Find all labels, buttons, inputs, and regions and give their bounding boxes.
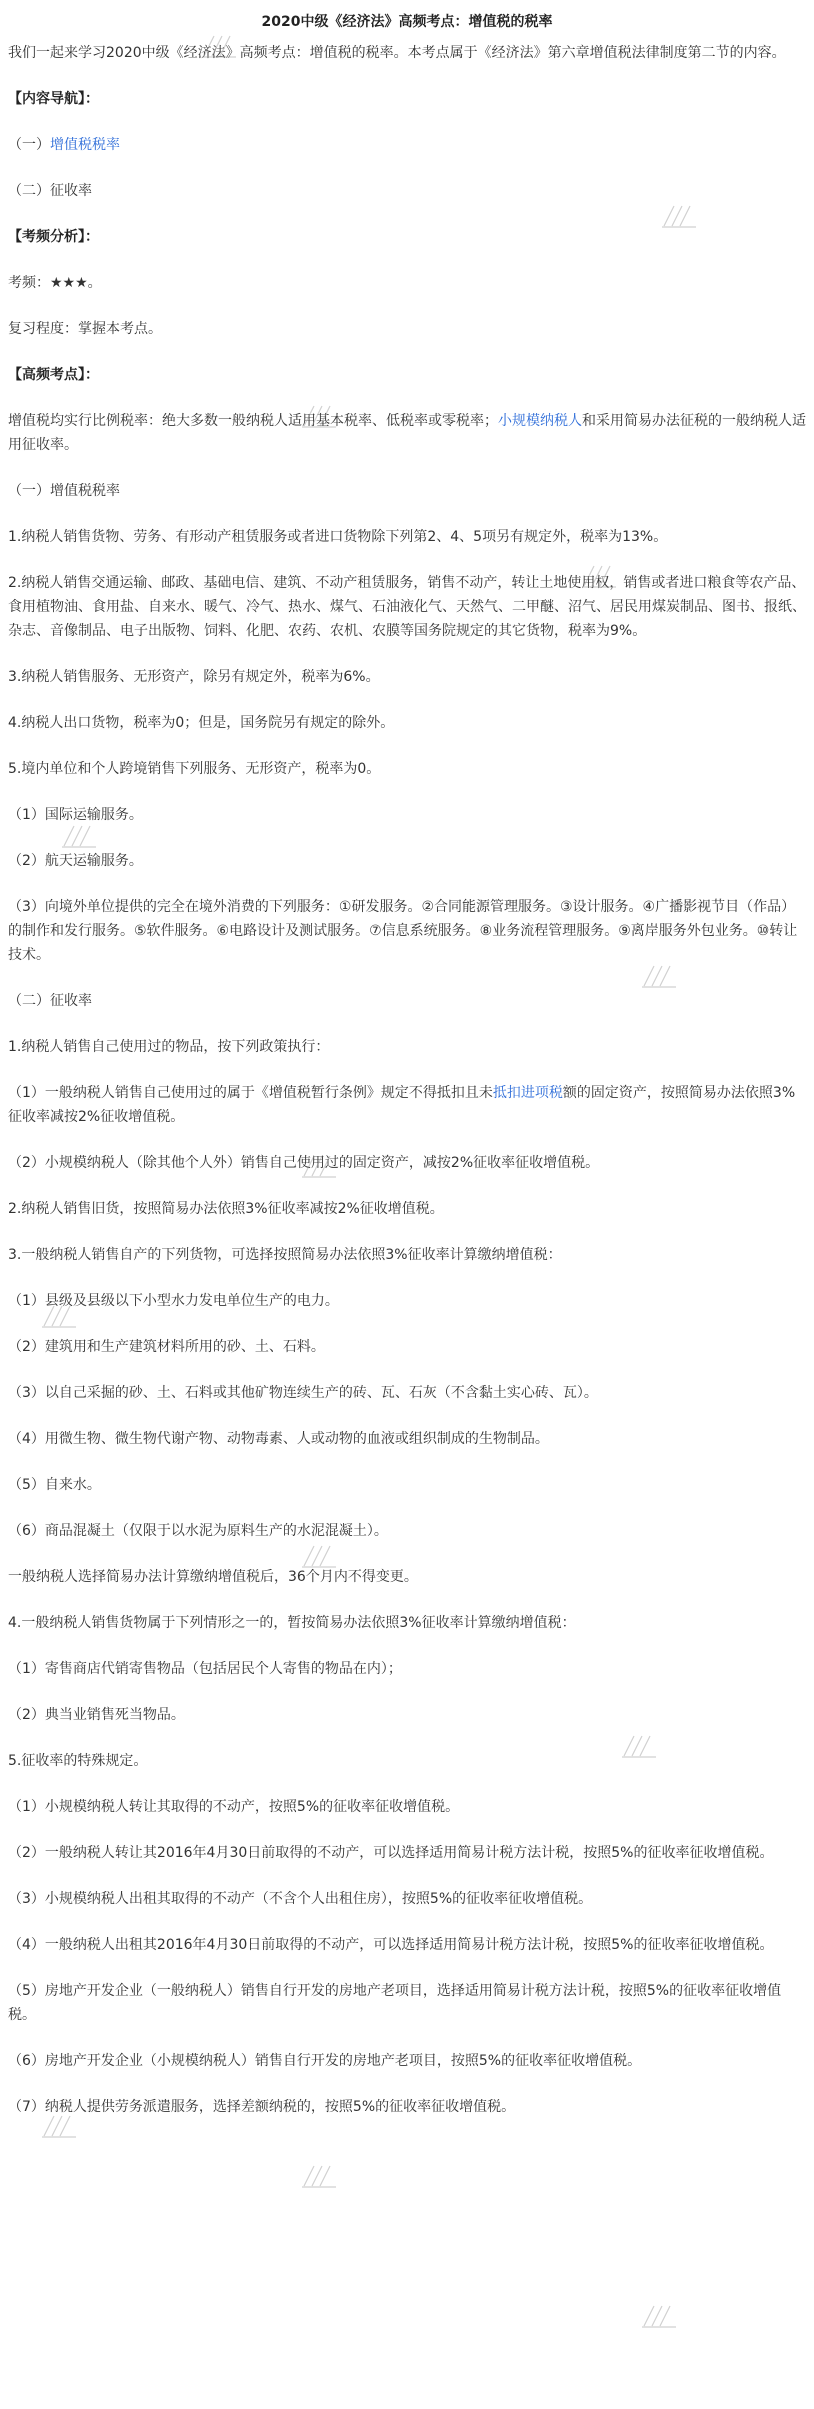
paragraph: [8, 133, 806, 157]
paragraph: （1）县级及县级以下小型水力发电单位生产的电力。: [8, 1293, 339, 1309]
paragraph: 1.纳税人销售自己使用过的物品，按下列政策执行：: [8, 1039, 330, 1055]
paragraph: （6）商品混凝土（仅限于以水泥为原料生产的水泥混凝土）。: [8, 1523, 388, 1539]
paragraph: 一般纳税人选择简易办法计算缴纳增值税后，36个月内不得变更。: [8, 1569, 418, 1585]
paragraph: （2）一般纳税人转让其2016年4月30日前取得的不动产，可以选择适用简易计税方法计税，按照5%的征收率征收增值税。: [8, 1845, 774, 1861]
section-heading: 【考频分析】：: [8, 229, 99, 245]
paragraph: （4）用微生物、微生物代谢产物、动物毒素、人或动物的血液或组织制成的生物制品。: [8, 1431, 549, 1447]
paragraph: （2）典当业销售死当物品。: [8, 1707, 185, 1723]
paragraph: 5.境内单位和个人跨境销售下列服务、无形资产，税率为0。: [8, 761, 381, 777]
paragraph-text: （1）一般纳税人销售自己使用过的属于《增值税暂行条例》规定不得抵扣且未: [8, 1085, 493, 1101]
watermark-mark-icon: [640, 2300, 680, 2330]
paragraph: （6）房地产开发企业（小规模纳税人）销售自行开发的房地产老项目，按照5%的征收率征收增值税。: [8, 2053, 642, 2069]
paragraph: 1.纳税人销售货物、劳务、有形动产租赁服务或者进口货物除下列第2、4、5项另有规定外，税率为13%。: [8, 529, 668, 545]
term-link[interactable]: 小规模纳税人: [498, 413, 582, 429]
paragraph: 4.一般纳税人销售货物属于下列情形之一的，暂按简易办法依照3%征收率计算缴纳增值税：: [8, 1615, 576, 1631]
paragraph-text: （一）: [8, 137, 50, 153]
paragraph: （1）寄售商店代销寄售物品（包括居民个人寄售的物品在内）；: [8, 1661, 402, 1677]
paragraph-text: 增值税均实行比例税率：绝大多数一般纳税人适用基本税率、低税率或零税率；: [8, 413, 498, 429]
paragraph: 2.纳税人销售交通运输、邮政、基础电信、建筑、不动产租赁服务，销售不动产，转让土地使用权，销售或者进口粮食等农产品、食用植物油、食用盐、自来水、暖气、冷气、热水、煤气、石油液化气、天然气、二甲醚、沼气、居民用煤炭制品、图书、报纸、杂志、音像制品、电子出版物、饲料、化肥、农药、农机、农膜等国务院规定的其它货物，税率为9%。: [8, 575, 806, 639]
paragraph: [8, 409, 806, 457]
paragraph: 3.一般纳税人销售自产的下列货物，可选择按照简易办法依照3%征收率计算缴纳增值税：: [8, 1247, 562, 1263]
paragraph: 我们一起来学习2020中级《经济法》高频考点：增值税的税率。本考点属于《经济法》第六章增值税法律制度第二节的内容。: [8, 45, 786, 61]
paragraph: 考频：★★★。: [8, 275, 102, 291]
section-heading: 【高频考点】：: [8, 367, 99, 383]
paragraph: （二）征收率: [8, 183, 92, 199]
paragraph: （1）国际运输服务。: [8, 807, 143, 823]
paragraph: 复习程度：掌握本考点。: [8, 321, 162, 337]
paragraph: 2.纳税人销售旧货，按照简易办法依照3%征收率减按2%征收增值税。: [8, 1201, 444, 1217]
paragraph: （2）建筑用和生产建筑材料所用的砂、土、石料。: [8, 1339, 325, 1355]
paragraph: （3）以自己采掘的砂、土、石料或其他矿物连续生产的砖、瓦、石灰（不含黏土实心砖、瓦）。: [8, 1385, 598, 1401]
paragraph: （3）小规模纳税人出租其取得的不动产（不含个人出租住房），按照5%的征收率征收增值税。: [8, 1891, 593, 1907]
section-heading: 【内容导航】：: [8, 91, 99, 107]
paragraph: （1）小规模纳税人转让其取得的不动产，按照5%的征收率征收增值税。: [8, 1799, 460, 1815]
paragraph: （4）一般纳税人出租其2016年4月30日前取得的不动产，可以选择适用简易计税方法计税，按照5%的征收率征收增值税。: [8, 1937, 774, 1953]
watermark-mark-icon: [300, 2160, 340, 2190]
paragraph: 4.纳税人出口货物，税率为0；但是，国务院另有规定的除外。: [8, 715, 395, 731]
paragraph: （2）航天运输服务。: [8, 853, 143, 869]
paragraph-text: 和采用简易办法征税的一般纳税人适用征收率。: [8, 413, 806, 453]
article-title: 2020中级《经济法》高频考点：增值税的税率: [261, 14, 553, 30]
paragraph: （5）房地产开发企业（一般纳税人）销售自行开发的房地产老项目，选择适用简易计税方法计税，按照5%的征收率征收增值税。: [8, 1983, 782, 2023]
paragraph: [8, 1081, 806, 1129]
paragraph: 3.纳税人销售服务、无形资产，除另有规定外，税率为6%。: [8, 669, 380, 685]
paragraph: （2）小规模纳税人（除其他个人外）销售自己使用过的固定资产，减按2%征收率征收增值税。: [8, 1155, 600, 1171]
paragraph: （二）征收率: [8, 993, 92, 1009]
paragraph: （一）增值税税率: [8, 483, 120, 499]
paragraph: （7）纳税人提供劳务派遣服务，选择差额纳税的，按照5%的征收率征收增值税。: [8, 2099, 516, 2115]
paragraph: （5）自来水。: [8, 1477, 101, 1493]
paragraph: （3）向境外单位提供的完全在境外消费的下列服务：①研发服务。②合同能源管理服务。③设计服务。④广播影视节目（作品）的制作和发行服务。⑤软件服务。⑥电路设计及测试服务。⑦信息系统服务。⑧业务流程管理服务。⑨离岸服务外包业务。⑩转让技术。: [8, 899, 798, 963]
article-body: [0, 41, 814, 2119]
paragraph-text: 额的固定资产，按照简易办法依照3%征收率减按2%征收增值税。: [8, 1085, 796, 1125]
paragraph: 5.征收率的特殊规定。: [8, 1753, 148, 1769]
term-link[interactable]: 增值税税率: [50, 137, 120, 153]
term-link[interactable]: 抵扣进项税: [492, 1085, 563, 1101]
